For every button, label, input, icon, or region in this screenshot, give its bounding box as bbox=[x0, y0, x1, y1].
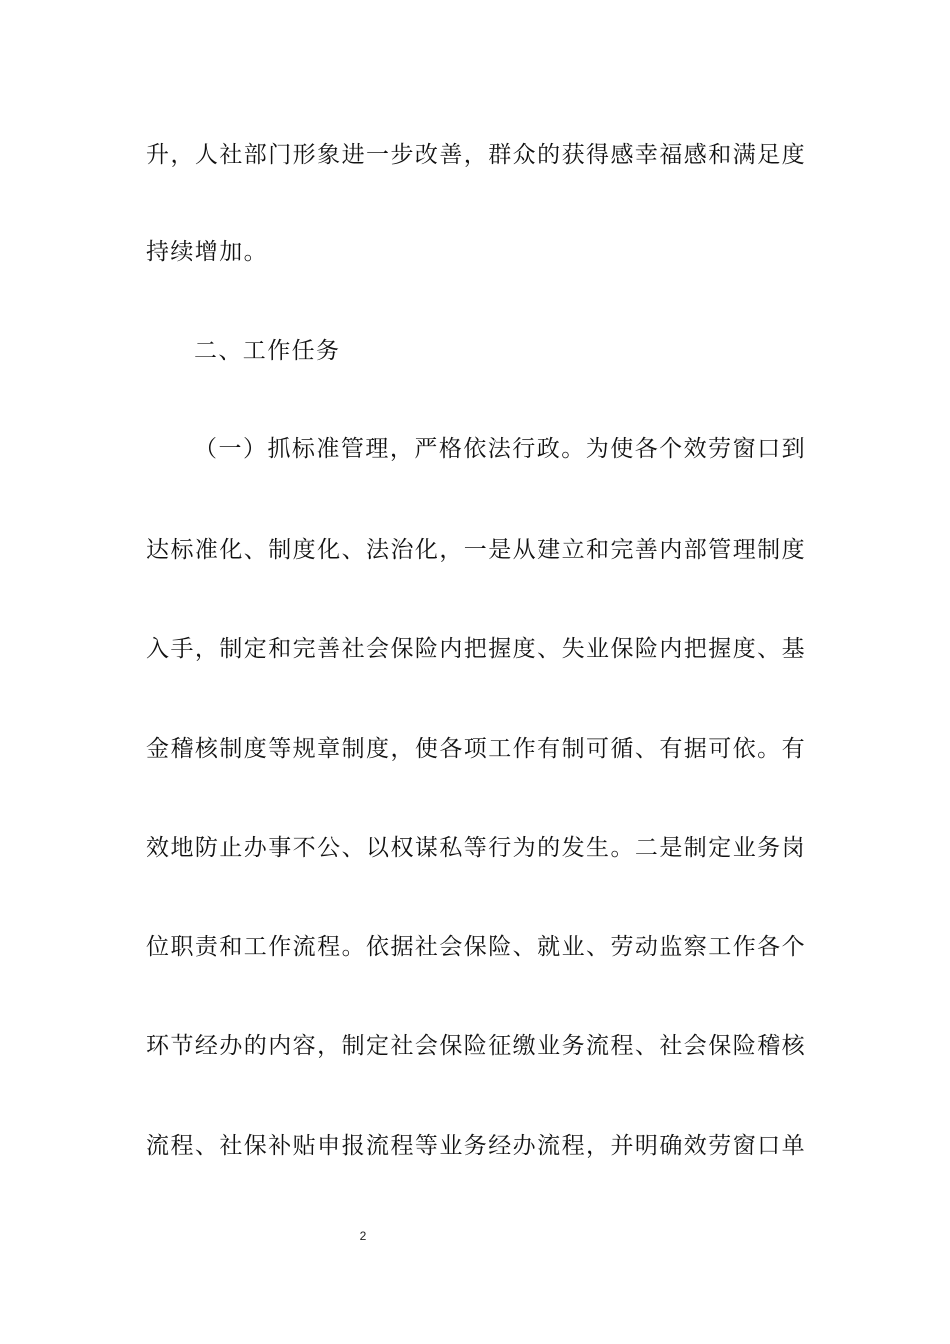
text-line-5: 达标准化、制度化、法治化，一是从建立和完善内部管理制度 bbox=[146, 537, 806, 563]
text-line-9: 位职责和工作流程。依据社会保险、就业、劳动监察工作各个 bbox=[146, 934, 806, 960]
text-line-8: 效地防止办事不公、以权谋私等行为的发生。二是制定业务岗 bbox=[146, 835, 806, 861]
text-line-2: 持续增加。 bbox=[146, 239, 268, 265]
text-line-10: 环节经办的内容，制定社会保险征缴业务流程、社会保险稽核 bbox=[146, 1033, 806, 1059]
text-line-6: 入手，制定和完善社会保险内把握度、失业保险内把握度、基 bbox=[146, 636, 806, 662]
page-number: 2 bbox=[359, 1229, 367, 1243]
text-line-1: 升，人社部门形象进一步改善，群众的获得感幸福感和满足度 bbox=[146, 142, 806, 168]
text-line-11: 流程、社保补贴申报流程等业务经办流程，并明确效劳窗口单 bbox=[146, 1133, 806, 1159]
text-line-4: （一）抓标准管理，严格依法行政。为使各个效劳窗口到 bbox=[194, 436, 806, 462]
text-line-7: 金稽核制度等规章制度，使各项工作有制可循、有据可依。有 bbox=[146, 736, 806, 762]
section-heading: 二、工作任务 bbox=[194, 338, 341, 364]
